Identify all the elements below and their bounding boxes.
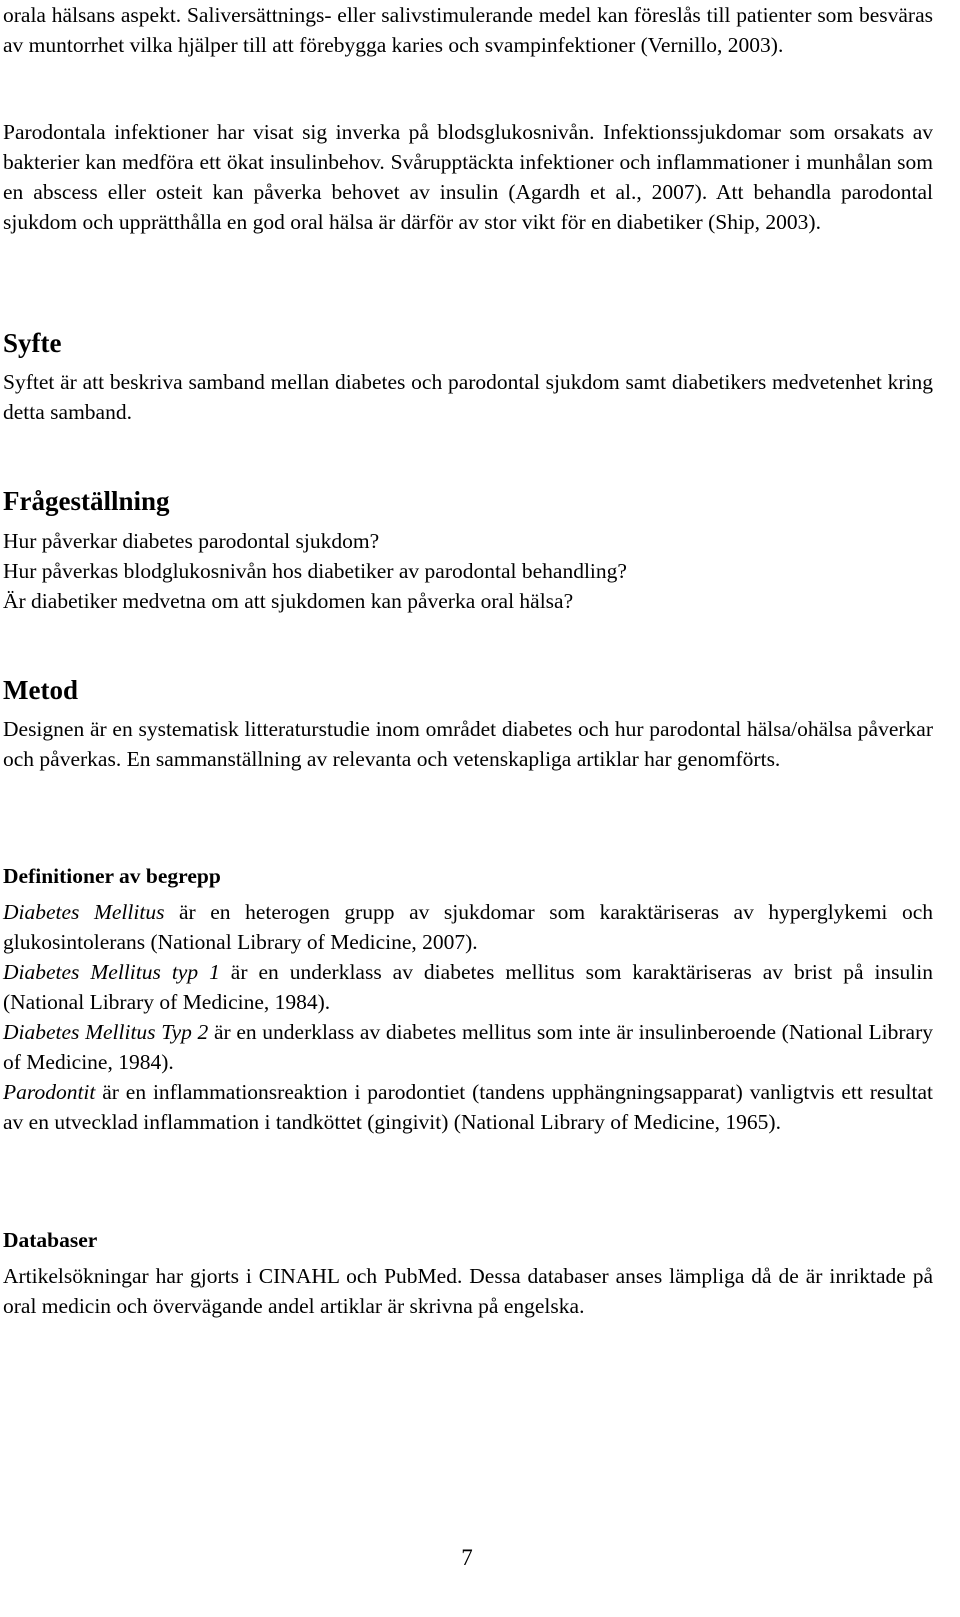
definition-text: är en underklass av diabetes mellitus som inte är insulinberoende (National Library of Medicine, 1984). [3, 1020, 933, 1074]
databaser-heading: Databaser [3, 1228, 98, 1252]
question-item: Hur påverkar diabetes parodontal sjukdom? [3, 529, 380, 553]
definition-term: Diabetes Mellitus Typ 2 [3, 1020, 209, 1044]
page-number: 7 [461, 1545, 473, 1570]
definition-item [3, 957, 933, 1017]
question-item: Är diabetiker medvetna om att sjukdomen kan påverka oral hälsa? [3, 589, 574, 613]
definition-term: Diabetes Mellitus [3, 900, 165, 924]
question-item: Hur påverkas blodglukosnivån hos diabetiker av parodontal behandling? [3, 559, 627, 583]
syfte-heading: Syfte [3, 328, 62, 358]
definition-text: är en underklass av diabetes mellitus som karaktäriseras av brist på insulin (National Library of Medicine, 1984). [3, 960, 933, 1014]
intro-paragraph-1: orala hälsans aspekt. Saliversättnings- eller salivstimulerande medel kan föreslås till patienter som besväras av muntorrhet vilka hjälper till att förebygga karies och svampinfektioner (Vernillo, 2003). [3, 3, 933, 57]
databaser-text: Artikelsökningar har gjorts i CINAHL och PubMed. Dessa databaser anses lämpliga då de är inriktade på oral medicin och övervägande andel artiklar är skrivna på engelska. [3, 1264, 933, 1318]
intro-paragraph-2: Parodontala infektioner har visat sig inverka på blodsglukosnivån. Infektionssjukdomar som orsakats av bakterier kan medföra ett ökat insulinbehov. Svårupptäckta infektioner och inflammationer i munhålan som en abscess eller osteit kan påverka behovet av insulin (Agardh et al., 2007). Att behandla parodontal sjukdom och upprätthålla en god oral hälsa är därför av stor vikt för en diabetiker (Ship, 2003). [3, 120, 933, 234]
syfte-text: Syftet är att beskriva samband mellan diabetes och parodontal sjukdom samt diabetikers medvetenhet kring detta samband. [3, 370, 933, 424]
definition-text: är en inflammationsreaktion i parodontiet (tandens upphängningsapparat) vanligtvis ett resultat av en utvecklad inflammation i tandköttet (gingivit) (National Library of Medicine, 1965). [3, 1080, 933, 1134]
definition-text: är en heterogen grupp av sjukdomar som karaktäriseras av hyperglykemi och glukosintolerans (National Library of Medicine, 2007). [3, 900, 933, 954]
definition-item [3, 1077, 933, 1137]
definition-term: Parodontit [3, 1080, 96, 1104]
question-list [3, 526, 933, 616]
fragestallning-heading: Frågeställning [3, 486, 170, 516]
definition-list [3, 897, 933, 1137]
definitioner-heading: Definitioner av begrepp [3, 864, 221, 888]
metod-heading: Metod [3, 675, 78, 705]
definition-item [3, 1017, 933, 1077]
definition-item [3, 897, 933, 957]
definition-term: Diabetes Mellitus typ 1 [3, 960, 220, 984]
metod-text: Designen är en systematisk litteraturstudie inom området diabetes och hur parodontal hälsa/ohälsa påverkar och påverkas. En sammanställning av relevanta och vetenskapliga artiklar har genomförts. [3, 717, 933, 771]
